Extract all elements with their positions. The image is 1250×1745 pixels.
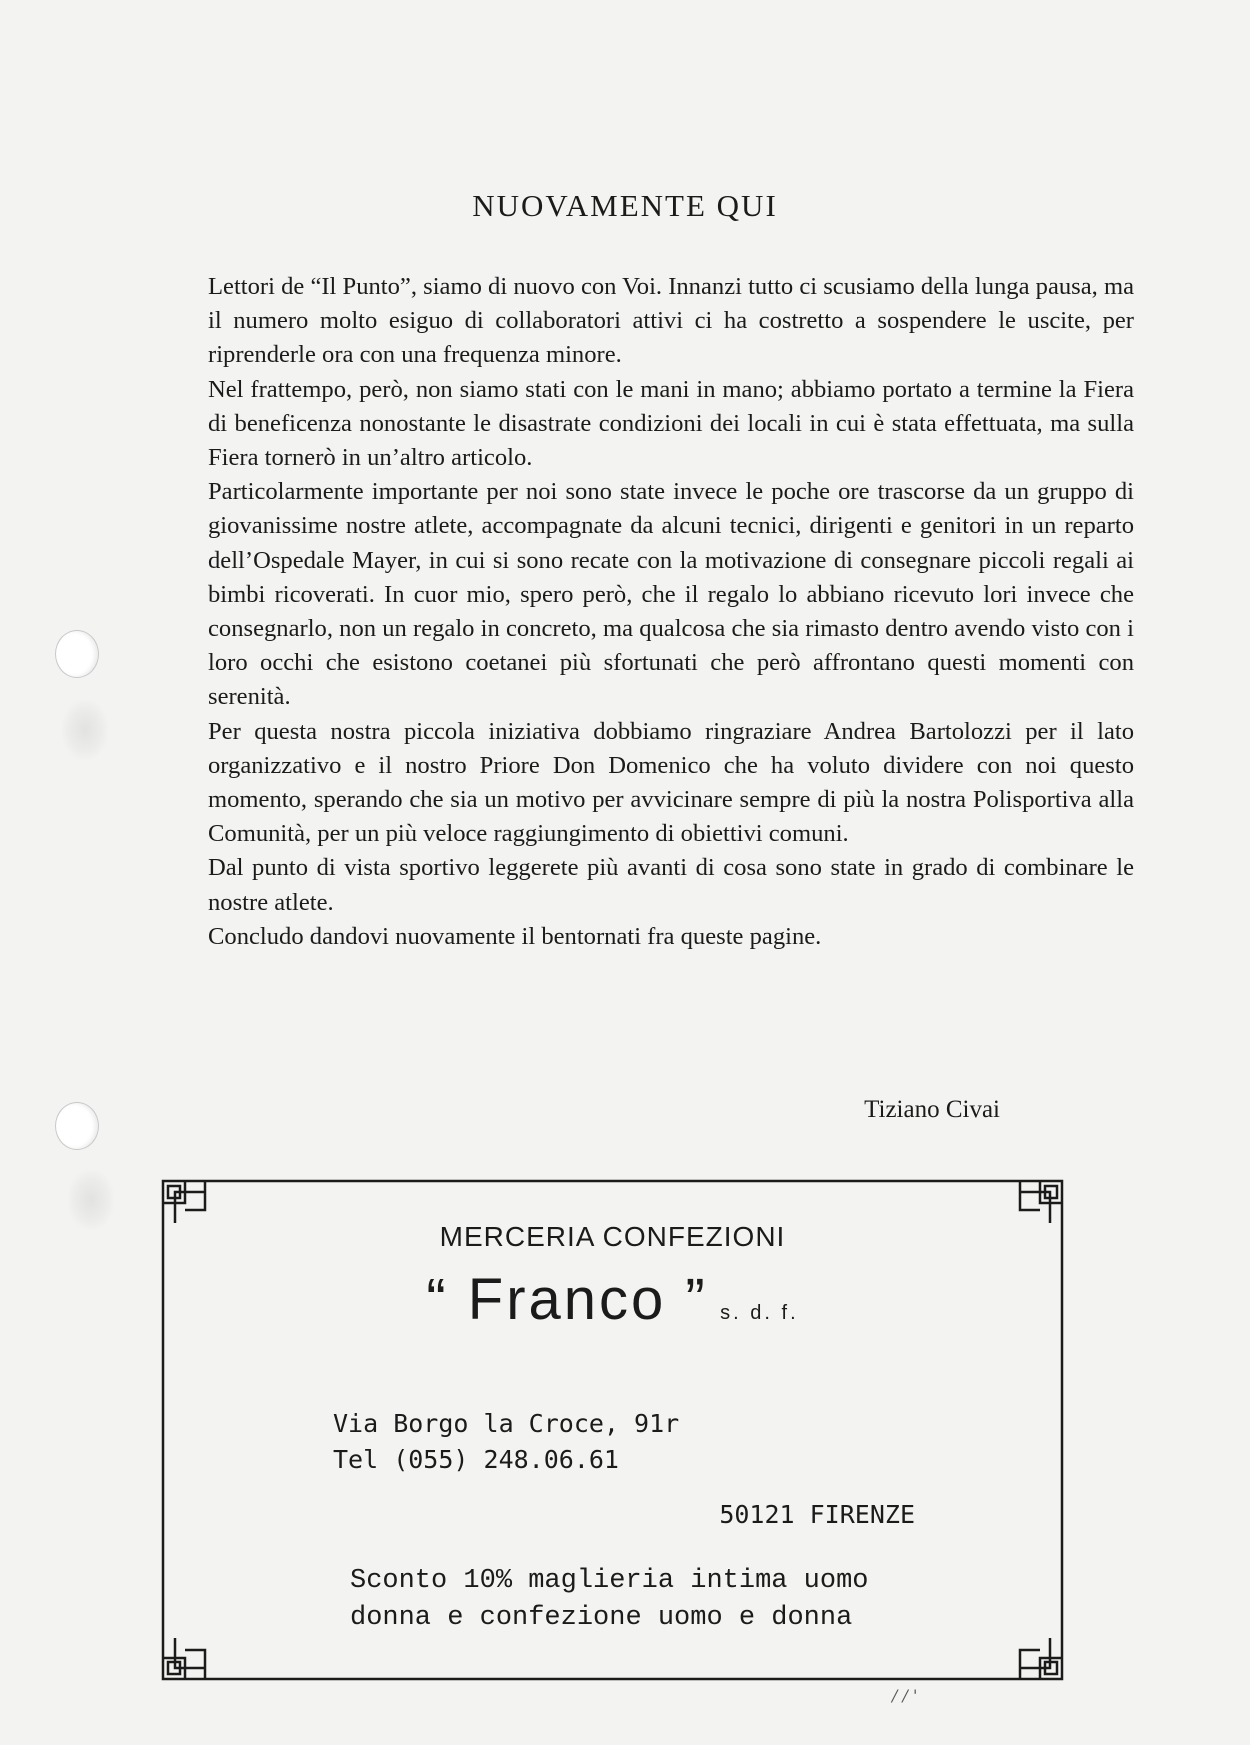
ad-contact-block	[333, 1406, 679, 1478]
article-paragraph: Nel frattempo, però, non siamo stati con le mani in mano; abbiamo portato a termine la Fiera di beneficenza nonostante le disastrate condizioni dei locali in cui è stata effettuata, ma sulla Fiera tornerò in un’altro articolo.	[208, 375, 1134, 472]
binder-hole-bottom	[55, 1102, 99, 1150]
ad-discount-line: Sconto 10% maglieria intima uomo	[350, 1566, 869, 1596]
article-paragraph: Dal punto di vista sportivo leggerete più avanti di cosa sono state in grado di combinare le nostre atlete.	[208, 854, 1134, 916]
ad-address: Via Borgo la Croce, 91r	[333, 1409, 680, 1438]
article-paragraph: Per questa nostra piccola iniziativa dobbiamo ringraziare Andrea Bartolozzi per il lato organizzativo e il nostro Priore Don Domenico che ha voluto dividere con noi questo momento, sperando che sia un motivo per avvicinare sempre di più la nostra Polisportiva alla Comunità, per un più veloce raggiungimento di obiettivi comuni.	[208, 717, 1134, 848]
advertisement-box	[160, 1178, 1065, 1682]
ad-discount-line: donna e confezione uomo e donna	[350, 1603, 853, 1633]
ad-heading: MERCERIA CONFEZIONI	[439, 1221, 786, 1252]
article-paragraph: Concludo dandovi nuovamente il bentornati fra queste pagine.	[208, 922, 822, 950]
ad-shop-name: “ Franco ”	[426, 1267, 708, 1332]
ad-city: 50121 FIRENZE	[719, 1500, 915, 1529]
paper-smudge	[62, 700, 108, 760]
article-title: NUOVAMENTE QUI	[472, 188, 778, 223]
ad-phone: Tel (055) 248.06.61	[333, 1445, 619, 1474]
paper-smudge	[68, 1170, 114, 1230]
article-signature: Tiziano Civai	[864, 1096, 1000, 1123]
ad-shop-name-row	[160, 1266, 1065, 1333]
article-paragraph: Particolarmente importante per noi sono state invece le poche ore trascorse da un gruppo di giovanissime nostre atlete, accompagnate da alcuni tecnici, dirigenti e genitori in un reparto dell’Ospedale Mayer, in cui si sono recate con la motivazione di consegnare piccoli regali ai bimbi ricoverati. In cuor mio, spero però, che il regalo lo abbiano ricevuto lori invece che consegnarlo, non un regalo in concreto, ma qualcosa che sia rimasto dentro avendo visto con i loro occhi che esistono coetanei più sfortunati che però affrontano questi momenti con serenità.	[208, 478, 1134, 711]
pencil-mark: / / '	[892, 1686, 918, 1705]
article-body	[208, 270, 1134, 954]
ad-company-type: s. d. f.	[720, 1302, 799, 1324]
binder-hole-top	[55, 630, 99, 678]
ad-discount-offer	[350, 1563, 970, 1637]
article-paragraph: Lettori de “Il Punto”, siamo di nuovo con Voi. Innanzi tutto ci scusiamo della lunga pausa, ma il numero molto esiguo di collaboratori attivi ci ha costretto a sospendere le uscite, per riprenderle ora con una frequenza minore.	[208, 273, 1134, 369]
